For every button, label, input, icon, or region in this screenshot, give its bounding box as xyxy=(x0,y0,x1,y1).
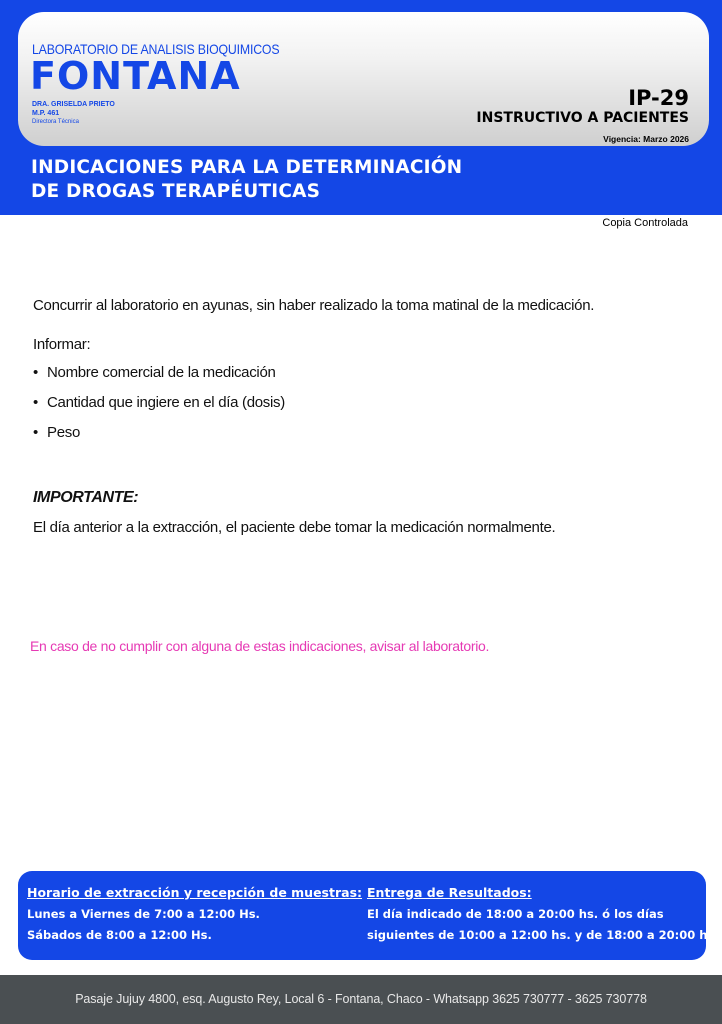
inform-label: Informar: xyxy=(33,336,91,353)
footer-address: Pasaje Jujuy 4800, esq. Augusto Rey, Local 6 - Fontana, Chaco - Whatsapp 3625 730777 - 3625 730778 xyxy=(75,992,647,1006)
results-delivery-line: siguientes de 10:00 a 12:00 hs. y de 18:00 a 20:00 hs. xyxy=(367,928,719,942)
extraction-hours-title: Horario de extracción y recepción de muestras: xyxy=(27,885,363,900)
director-name: DRA. GRISELDA PRIETO xyxy=(32,101,115,108)
director-role: Directora Técnica xyxy=(32,119,79,125)
list-item-text: Nombre comercial de la medicación xyxy=(47,364,276,381)
bullet-icon: • xyxy=(33,394,38,411)
director-license: M.P. 461 xyxy=(32,110,60,117)
document-code: IP-29 xyxy=(628,86,689,110)
list-item-text: Cantidad que ingiere en el día (dosis) xyxy=(47,394,285,411)
document-validity: Vigencia: Marzo 2026 xyxy=(603,134,689,144)
list-item xyxy=(33,424,285,454)
results-delivery xyxy=(367,885,719,946)
results-delivery-line: El día indicado de 18:00 a 20:00 hs. ó los días xyxy=(367,907,664,921)
page-title-line-1: INDICACIONES PARA LA DETERMINACIÓN xyxy=(31,157,463,178)
bullet-icon: • xyxy=(33,424,38,441)
extraction-hours-line: Sábados de 8:00 a 12:00 Hs. xyxy=(27,928,212,942)
document-type: INSTRUCTIVO A PACIENTES xyxy=(476,110,689,126)
lab-subtitle: LABORATORIO DE ANALISIS BIOQUIMICOS xyxy=(32,41,280,57)
page-title-line-2: DE DROGAS TERAPÉUTICAS xyxy=(31,181,321,202)
important-heading: IMPORTANTE: xyxy=(33,489,139,506)
results-delivery-title: Entrega de Resultados: xyxy=(367,885,532,900)
lab-logo-name: FONTANA xyxy=(30,54,241,98)
controlled-copy-label: Copia Controlada xyxy=(602,217,688,229)
important-text: El día anterior a la extracción, el paciente debe tomar la medicación normalmente. xyxy=(33,519,556,536)
hours-panel xyxy=(18,871,719,960)
extraction-hours xyxy=(27,885,362,946)
inform-list xyxy=(33,364,285,454)
bullet-icon: • xyxy=(33,364,38,381)
list-item xyxy=(33,394,285,424)
fasting-instruction: Concurrir al laboratorio en ayunas, sin haber realizado la toma matinal de la medicación. xyxy=(33,297,595,314)
extraction-hours-line: Lunes a Viernes de 7:00 a 12:00 Hs. xyxy=(27,907,260,921)
warning-note: En caso de no cumplir con alguna de estas indicaciones, avisar al laboratorio. xyxy=(30,638,490,654)
page-title xyxy=(31,156,462,204)
list-item xyxy=(33,364,285,394)
footer-bar xyxy=(0,975,722,1024)
list-item-text: Peso xyxy=(47,424,80,441)
